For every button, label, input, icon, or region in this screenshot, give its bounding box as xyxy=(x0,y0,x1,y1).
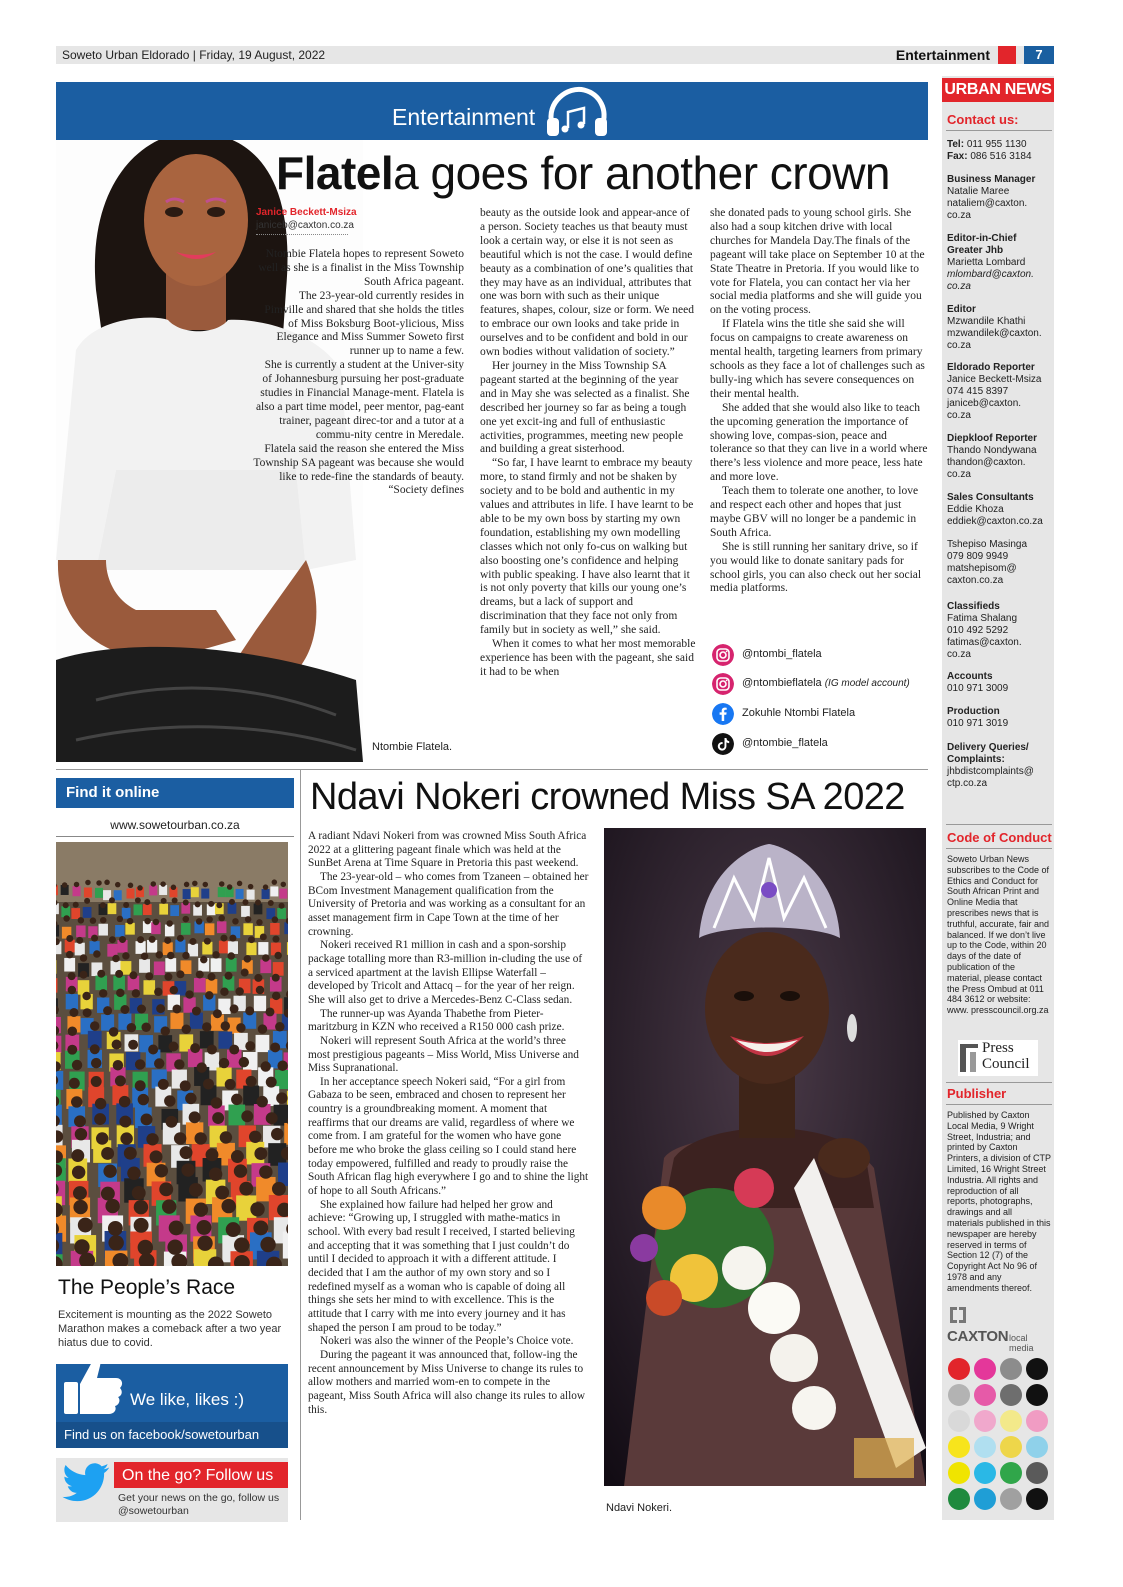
color-swatch xyxy=(1000,1410,1022,1432)
contact-line[interactable]: fatimas@caxton. xyxy=(947,637,1022,648)
contact-line: Eddie Khoza xyxy=(947,504,1004,515)
twitter-bird-icon xyxy=(62,1462,112,1504)
photo-caption-flatela: Ntombie Flatela. xyxy=(372,741,453,753)
contact-role: Editor xyxy=(947,304,976,315)
tiktok-icon xyxy=(712,733,734,755)
contact-role: Classifieds xyxy=(947,601,1000,612)
contact-line: 010 971 3009 xyxy=(947,683,1009,694)
find-online-heading: Find it online xyxy=(56,778,294,808)
contact-role: Eldorado Reporter xyxy=(947,362,1035,373)
column-divider xyxy=(300,770,301,1520)
contact-line: 010 492 5292 xyxy=(947,625,1009,636)
urban-news-logo: URBAN NEWS xyxy=(942,78,1054,102)
color-swatch xyxy=(1026,1488,1048,1510)
twitter-promo-title: On the go? Follow us xyxy=(114,1462,288,1488)
facebook-icon xyxy=(712,703,734,725)
photo-marathon-crowd xyxy=(56,842,288,1266)
code-heading: Code of Conduct xyxy=(947,830,1052,845)
color-swatch xyxy=(1000,1488,1022,1510)
article1-column-2: beauty as the outside look and appear-ance of a person. Society teaches us that beauty must look a certain way, or else it is not seen as beautiful which is not the case. I would define beauty as a combination of one’s qualities that they may have as an individual, attributes that one was born with such as their unique features, shapes, colour, size or form. We need to embrace our own looks and take pride in ourselves and to be confident and bold in our own bodies without validation of society.” Her journey in the Miss Township SA pageant started at the beginning of the year and in May she was selected as a finalist. She described her journey so far as being a tough one yet excit-ing and full of enthusiastic activities, programmes, meeting new people and building a great sisterhood. “So far, I have learnt to embrace my beauty more, to stand firmly and not be shaken by society and to be bold and authentic in my values and attributes in life. I have learnt to be able to be my own boss by starting my own foundation, establishing my own modelling classes which not only fo-cus on walking but also boosting one’s confidence and helping with public speaking. I have also learnt that it is not only poverty that kills our young one’s dreams, but a lack of support and discrimination that they face not only from family but in society as well,” she said. When it comes to what her most memorable experience has been with the pageant, she said it had to be when xyxy=(480,207,696,678)
color-swatch xyxy=(948,1462,970,1484)
thumbs-up-icon xyxy=(62,1354,124,1420)
color-swatch xyxy=(1000,1384,1022,1406)
contact-line: co.za xyxy=(947,281,971,292)
code-divider-top xyxy=(946,824,1052,825)
contact-line: Janice Beckett-Msiza xyxy=(947,374,1042,385)
color-swatch xyxy=(1026,1462,1048,1484)
contact-line: Fatima Shalang xyxy=(947,613,1018,624)
contact-role: Production xyxy=(947,706,1000,717)
music-headphones-icon xyxy=(542,84,612,140)
color-swatch xyxy=(1026,1410,1048,1432)
contact-entry xyxy=(947,233,1051,293)
facebook-promo-title: We like, likes :) xyxy=(130,1390,244,1409)
color-swatch xyxy=(974,1462,996,1484)
contact-line: 010 971 3019 xyxy=(947,718,1009,729)
contact-entry xyxy=(947,174,1051,222)
photo-caption-nokeri: Ndavi Nokeri. xyxy=(606,1502,673,1514)
contact-line: Thando Nondywana xyxy=(947,445,1037,456)
contact-line[interactable]: mzwandilek@caxton. xyxy=(947,328,1042,339)
contact-role: Sales Consultants xyxy=(947,492,1034,503)
contact-entry xyxy=(947,706,1051,730)
contact-phone: Tel: 011 955 1130 Fax: 086 516 3184 xyxy=(947,139,1032,162)
contact-entry xyxy=(947,492,1051,528)
photo-ndavi-nokeri xyxy=(604,828,926,1486)
social-tiktok[interactable]: @ntombie_flatela xyxy=(710,733,928,759)
contact-entry xyxy=(947,304,1051,352)
contact-line[interactable]: jhbdistcomplaints@ xyxy=(947,766,1034,777)
contact-entry xyxy=(947,671,1051,695)
contact-entry xyxy=(947,433,1051,481)
color-swatch xyxy=(974,1358,996,1380)
url-divider xyxy=(56,836,294,837)
article-headline-flatela: Flatela goes for another crown xyxy=(276,147,891,199)
color-swatch xyxy=(974,1488,996,1510)
article1-column-3: she donated pads to young school girls. She also had a soup kitchen drive with local churches for Mandela Day.The finals of the pageant will take place on September 10 at the State Theatre in Pretoria. If you would like to vote for Flatela, you can contact her via her social media platforms and she will guide you on the voting process. If Flatela wins the title she said she will focus on campaigns to create awareness on mental health, targeting learners from primary schools as they face a lot of challenges such as bully-ing which has severe consequences on their mental health. She added that she would also like to teach the upcoming generation the importance of showing love, compas-sion, peace and tolerance so that they can live in a world where there’s less violence and more peace, less hate and more love. Teach them to tolerate one another, to love and respect each other and hopes that just maybe GBV will no longer be a pandemic in South Africa. She is still running her sanitary drive, so if you would like to donate sanitary pads for school girls, you can also check out her social media platforms. xyxy=(710,207,928,595)
color-swatch xyxy=(948,1488,970,1510)
social-facebook[interactable]: Zokuhle Ntombi Flatela xyxy=(710,703,928,729)
contact-role: Business Manager xyxy=(947,174,1036,185)
publication-dateline: Soweto Urban Eldorado | Friday, 19 August, 2022 xyxy=(62,48,326,62)
contact-role: Accounts xyxy=(947,671,993,682)
section-marker xyxy=(998,46,1016,64)
color-swatch xyxy=(974,1384,996,1406)
contact-line: Natalie Maree xyxy=(947,186,1010,197)
contact-line: co.za xyxy=(947,649,971,660)
contact-line: co.za xyxy=(947,410,971,421)
contact-line: co.za xyxy=(947,210,971,221)
race-summary: Excitement is mounting as the 2022 Soweto Marathon makes a comeback after a two year hiatus due to covid. xyxy=(58,1309,282,1349)
caxton-logo: CAXTON local media xyxy=(947,1304,1051,1348)
publisher-text: Published by Caxton Local Media, 9 Wright Street, Industria; and printed by Caxton Printers, a division of CTP Limited, 16 Wright Street Industria. All rights and reproduction of all reports, photographs, drawings and all materials published in this newspaper are hereby reserved in terms of Section 12 (7) of the Copyright Act No 96 of 1978 and any amendments thereof. xyxy=(947,1110,1051,1293)
instagram-icon xyxy=(712,644,734,666)
contact-entry xyxy=(947,601,1051,661)
contact-line: Mzwandile Khathi xyxy=(947,316,1026,327)
contact-line[interactable]: thandon@caxton. xyxy=(947,457,1026,468)
contact-line[interactable]: eddiek@caxton.co.za xyxy=(947,516,1043,527)
contact-role: Diepkloof Reporter xyxy=(947,433,1038,444)
twitter-promo-text: Get your news on the go, follow us @sowetourban xyxy=(118,1492,280,1517)
contact-line: caxton.co.za xyxy=(947,575,1004,586)
contact-line: Tshepiso Masinga xyxy=(947,539,1028,550)
section-divider xyxy=(56,769,928,770)
social-instagram-1[interactable]: @ntombi_flatela xyxy=(710,644,928,670)
page-header xyxy=(56,46,1054,64)
contact-line: 079 809 9949 xyxy=(947,551,1009,562)
color-swatch xyxy=(948,1384,970,1406)
race-headline: The People’s Race xyxy=(58,1276,236,1299)
contact-line: co.za xyxy=(947,340,971,351)
color-swatch xyxy=(1026,1436,1048,1458)
contact-line[interactable]: matshepisom@ xyxy=(947,563,1017,574)
contact-line[interactable]: janiceb@caxton. xyxy=(947,398,1022,409)
color-swatch xyxy=(948,1436,970,1458)
press-council-logo: Press Council xyxy=(958,1040,1038,1076)
facebook-promo[interactable] xyxy=(56,1364,288,1448)
code-divider xyxy=(946,848,1052,849)
social-instagram-2[interactable]: @ntombieflatela (IG model account) xyxy=(710,673,928,699)
contact-entry xyxy=(947,362,1051,422)
contact-line[interactable]: mlombard@caxton. xyxy=(947,269,1034,280)
contact-divider xyxy=(946,130,1052,131)
instagram-icon xyxy=(712,673,734,695)
color-swatch xyxy=(1000,1436,1022,1458)
publisher-divider xyxy=(946,1104,1052,1105)
color-swatch xyxy=(1026,1384,1048,1406)
section-name: Entertainment xyxy=(895,47,990,63)
twitter-promo[interactable] xyxy=(56,1458,288,1522)
color-swatch xyxy=(974,1410,996,1432)
color-swatch xyxy=(1000,1462,1022,1484)
code-text: Soweto Urban News subscribes to the Code of Ethics and Conduct for South African Print and Online Media that prescribes news that is truthful, accurate, fair and balanced. If we don’t live up to the Code, within 20 days of the date of publication of the material, please contact the Press Ombud at 011 484 3612 or website: www. presscouncil.org.za xyxy=(947,854,1050,1016)
section-banner xyxy=(56,82,928,140)
contact-role: Editor-in-Chief Greater Jhb xyxy=(947,233,1017,256)
contact-role: Delivery Queries/ Complaints: xyxy=(947,742,1029,765)
contact-line: co.za xyxy=(947,469,971,480)
color-swatch xyxy=(948,1410,970,1432)
publisher-divider-top xyxy=(946,1082,1052,1083)
publisher-heading: Publisher xyxy=(947,1086,1007,1101)
contact-line: Marietta Lombard xyxy=(947,257,1026,268)
banner-label: Entertainment xyxy=(392,104,536,130)
article-author: Janice Beckett-Msiza xyxy=(256,207,357,218)
contact-heading: Contact us: xyxy=(947,112,1019,127)
article1-column-1: Ntombie Flatela hopes to represent Soweto well as she is a finalist in the Miss Township South Africa pageant. The 23-year-old currently resides in Pimville and shared that she holds the titles of Miss Boksburg Boot-ylicious, Miss Elegance and Miss Summer Soweto first runner up to name a few. She is currently a student at the Univer-sity of Johannesburg pursuing her post-graduate studies in Financial Manage-ment. Flatela is also a part time model, peer mentor, pag-eant trainer, pageant direc-tor and a tutor at a commu-nity centre in Meredale. Flatela said the reason she entered the Miss Township SA pageant was because she would like to rede-fine the standards of beauty. “Society defines xyxy=(253,248,464,497)
color-swatch xyxy=(948,1358,970,1380)
contact-entry xyxy=(947,539,1051,587)
facebook-promo-link[interactable]: Find us on facebook/sowetourban xyxy=(56,1422,288,1448)
color-swatch xyxy=(974,1436,996,1458)
contact-line: 074 415 8397 xyxy=(947,386,1009,397)
contact-entry xyxy=(947,742,1051,790)
color-swatch xyxy=(1000,1358,1022,1380)
article-author-email[interactable]: janiceb@caxton.co.za xyxy=(256,220,354,231)
article-headline-nokeri: Ndavi Nokeri crowned Miss SA 2022 xyxy=(310,776,905,818)
contact-line[interactable]: nataliem@caxton. xyxy=(947,198,1028,209)
contact-line: ctp.co.za xyxy=(947,778,988,789)
color-swatch xyxy=(1026,1358,1048,1380)
page-number: 7 xyxy=(1024,46,1054,64)
byline-divider xyxy=(256,234,348,235)
article2-body: A radiant Ndavi Nokeri from was crowned Miss South Africa 2022 at a glittering pageant finale which was held at the SunBet Arena at Time Square in Pretoria this past weekend. The 23-year-old – who comes from Tzaneen – obtained her BCom Investment Management qualification from the University of Pretoria and was working as a consultant for an asset management firm in Cape Town at the time of her crowning. Nokeri received R1 million in cash and a spon-sorship package totalling more than R3-million in-cluding the use of a serviced apartment at the lavish Ellipse Waterfall – developed by Tricolt and Attacq – for the year of her reign. She will also get to drive a Mercedes-Benz C-Class sedan. The runner-up was Ayanda Thabethe from Pieter-maritzburg in KZN who received a R150 000 cash prize. Nokeri will represent South Africa at the world’s three most prestigious pageants – Miss World, Miss Universe and Miss Supranational. In her acceptance speech Nokeri said, “For a girl from Gabaza to be seen, embraced and chosen to represent her country is a groundbreaking moment. A moment that reaffirms that our dreams are valid, regardless of where we come from. I am grateful for the women who have gone before me who broke the glass ceiling so I could stand here today empowered, fulfilled and ready to proudly raise the South African flag high everywhere I go and to shine the light of hope to all South Africans.” She explained how failure had helped her grow and achieve: “Growing up, I struggled with mathe-matics in school. With every bad result I received, I started believing and accepting that it was something that I just couldn’t do until I decided to approach it with a different attitude. I decided that I am the author of my own story and so I redefined myself as a woman who is capable of doing all things she sets her mind to with excellence. This is the attitude that I carry with me into every journey and it has shaped the person I am proud to be today.” Nokeri was also the winner of the People’s Choice vote. During the pageant it was announced that, follow-ing the recent announcement by Miss Universe to change its rules to allow mothers and married wom-en to compete in the pageant, Miss South Africa will also change its rules to allow this. xyxy=(308,830,589,1416)
website-link[interactable]: www.sowetourban.co.za xyxy=(110,818,240,832)
